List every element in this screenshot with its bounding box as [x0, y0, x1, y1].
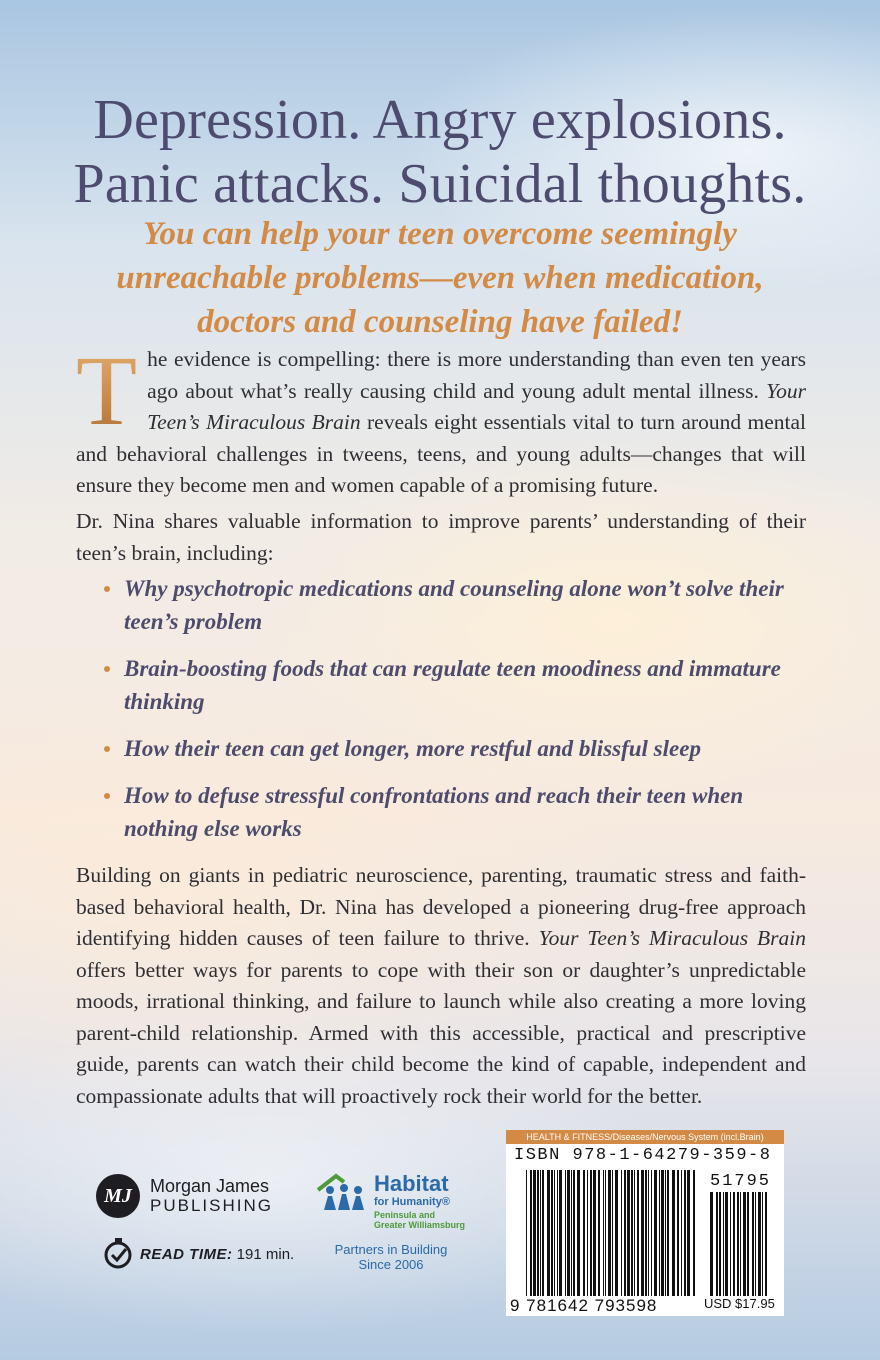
barcode-bar [687, 1170, 690, 1296]
drop-cap: T [76, 335, 138, 446]
barcode-bar [693, 1170, 695, 1296]
barcode-bar [733, 1192, 735, 1296]
subhead-line-2: unreachable problems—even when medication, [116, 260, 764, 296]
barcode-bar [659, 1170, 660, 1296]
barcode-bar [665, 1170, 666, 1296]
barcode-bar [530, 1170, 532, 1296]
habitat-partners [316, 1242, 466, 1272]
barcode-block [506, 1144, 784, 1316]
barcode-bar [627, 1170, 630, 1296]
barcode-bar [762, 1192, 763, 1296]
barcode-bar [571, 1170, 572, 1296]
barcode-bar [637, 1170, 639, 1296]
habitat-subtitle: for Humanity® [374, 1196, 450, 1208]
headline [0, 88, 880, 216]
benefit-list [104, 572, 784, 859]
habitat-logo [316, 1168, 476, 1278]
subhead-line-3: doctors and counseling have failed! [197, 304, 683, 340]
bullet-icon [104, 746, 110, 752]
habitat-house-icon [316, 1172, 372, 1212]
barcode-bar [723, 1192, 724, 1296]
list-item-text: Why psychotropic medications and counseling alone won’t solve their teen’s problem [124, 576, 784, 634]
barcode-bar [557, 1170, 558, 1296]
closing-text-before: Building on giants in pediatric neuroscience, parenting, traumatic stress and faith-based behavioral health, Dr. Nina has developed a pioneering drug-free approach identifying hidden causes of teen failure to thrive. [76, 863, 806, 950]
barcode-bar [537, 1170, 539, 1296]
habitat-location-line-2: Greater Williamsburg [374, 1220, 465, 1230]
headline-line-1: Depression. Angry explosions. [93, 89, 787, 151]
list-item [104, 652, 784, 718]
barcode-bar [612, 1170, 613, 1296]
barcode-bar [573, 1170, 575, 1296]
barcode-bar [565, 1170, 566, 1296]
closing-text-after: offers better ways for parents to cope with their son or daughter’s unpredictable moods, irrational thinking, and failure to launch while also creating a more loving parent-child relationship. Armed with this accessible, practical and prescriptive guide, parents can watch their child become the kind of capable, independent and compassionate adults that will proactively rock their world for the better. [76, 957, 806, 1108]
barcode-bar [587, 1170, 588, 1296]
list-item-text: How to defuse stressful confrontations and reach their teen when nothing else works [124, 783, 744, 841]
barcode-bar [740, 1192, 741, 1296]
list-item [104, 572, 784, 638]
publisher-name [150, 1176, 273, 1216]
barcode-bar [590, 1170, 592, 1296]
price: USD $17.95 [704, 1296, 775, 1311]
barcode-bar [755, 1192, 756, 1296]
barcode-bar [598, 1170, 600, 1296]
barcode-bar [648, 1170, 649, 1296]
bullet-icon [104, 586, 110, 592]
barcode-bar [677, 1170, 679, 1296]
read-time-label: READ TIME: [140, 1246, 233, 1263]
habitat-partners-line-2: Since 2006 [358, 1257, 424, 1272]
ean-digits: 9 781642 793598 [510, 1296, 658, 1315]
barcode-bar [719, 1192, 721, 1296]
barcode-bar [608, 1170, 611, 1296]
barcode-bar [634, 1170, 635, 1296]
intro-paragraph [76, 335, 806, 502]
barcode-bar [577, 1170, 580, 1296]
lead-in-paragraph: Dr. Nina shares valuable information to improve parents’ understanding of their teen’s brain, including: [76, 509, 806, 565]
subheadline [60, 212, 820, 344]
headline-line-2: Panic attacks. Suicidal thoughts. [73, 153, 807, 215]
habitat-location-line-1: Peninsula and [374, 1210, 436, 1220]
barcode-bar [631, 1170, 633, 1296]
publisher-logo [96, 1174, 296, 1224]
barcode-bar [654, 1170, 657, 1296]
barcode-bar [554, 1170, 555, 1296]
habitat-location [374, 1210, 484, 1230]
intro-book-title: Your Teen’s Miraculous Brain [147, 378, 806, 434]
barcode-bar [567, 1170, 570, 1296]
read-time-value: 191 min. [232, 1246, 295, 1263]
closing-book-title: Your Teen’s Miraculous Brain [538, 926, 806, 950]
barcode-bar [583, 1170, 585, 1296]
barcode-bar [730, 1192, 731, 1296]
barcode-bar [747, 1192, 749, 1296]
barcode-bar [621, 1170, 622, 1296]
bullet-icon [104, 666, 110, 672]
barcode-bar [526, 1170, 527, 1296]
publisher-monogram-icon: MJ [96, 1174, 140, 1218]
barcode-bar [661, 1170, 664, 1296]
barcode-bar [716, 1192, 718, 1296]
list-item [104, 732, 784, 765]
publisher-name-line-2: PUBLISHING [150, 1196, 273, 1215]
barcode-bar [559, 1170, 562, 1296]
barcode-bar [725, 1192, 728, 1296]
barcode-bar [547, 1170, 550, 1296]
bullet-icon [104, 793, 110, 799]
closing-paragraph [76, 860, 806, 1112]
list-item-text: Brain-boosting foods that can regulate teen moodiness and immature thinking [124, 656, 781, 714]
barcode-bar [593, 1170, 596, 1296]
barcode-bar [667, 1170, 669, 1296]
category-label: HEALTH & FITNESS/Diseases/Nervous System (incl.Brain) [506, 1130, 784, 1144]
habitat-partners-line-1: Partners in Building [334, 1242, 448, 1257]
ean-barcode [526, 1170, 696, 1296]
barcode-bar [672, 1170, 675, 1296]
subhead-line-1: You can help your teen overcome seemingly [143, 216, 737, 252]
barcode-bar [603, 1170, 604, 1296]
barcode-bar [615, 1170, 618, 1296]
barcode-bar [651, 1170, 652, 1296]
barcode-bar [605, 1170, 606, 1296]
barcode-bar [710, 1192, 713, 1296]
price-code: 51795 [710, 1172, 772, 1191]
habitat-title: Habitat [374, 1171, 449, 1196]
barcode-bar [765, 1192, 767, 1296]
read-time-text [140, 1246, 294, 1263]
barcode-bar [533, 1170, 536, 1296]
publisher-name-line-1: Morgan James [150, 1176, 270, 1196]
intro-text-after: reveals eight essentials vital to turn around mental and behavioral challenges in tweens, teens, and young adults—changes that will ensure they become men and women capable of a promising future. [76, 410, 806, 497]
list-item-text: How their teen can get longer, more restful and blissful sleep [124, 736, 701, 761]
barcode-bar [684, 1170, 686, 1296]
isbn-text: ISBN 978-1-64279-359-8 [514, 1146, 772, 1165]
barcode-bar [758, 1192, 761, 1296]
stopwatch-icon [102, 1236, 136, 1270]
barcode-bar [641, 1170, 644, 1296]
barcode-bar [542, 1170, 544, 1296]
barcode-bar [645, 1170, 647, 1296]
barcode-bar [752, 1192, 754, 1296]
barcode-bar [737, 1192, 739, 1296]
barcode-bar [681, 1170, 682, 1296]
list-item [104, 779, 784, 845]
barcode-bar [551, 1170, 553, 1296]
barcode-bar [743, 1192, 746, 1296]
read-time [102, 1236, 322, 1276]
barcode-bar [540, 1170, 541, 1296]
price-barcode [710, 1192, 770, 1296]
barcode-bar [624, 1170, 626, 1296]
intro-text-before: he evidence is compelling: there is more understanding than even ten years ago about what’s really causing child and young adult mental illness. [147, 347, 806, 403]
